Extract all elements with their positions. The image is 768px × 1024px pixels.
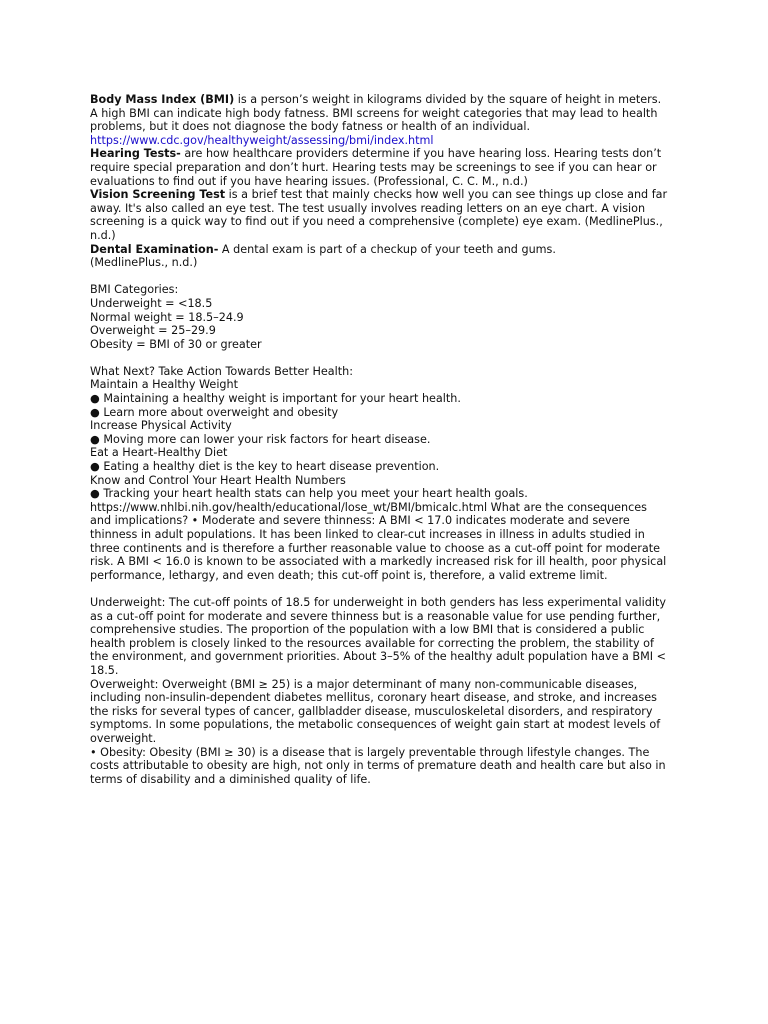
bmi-term: Body Mass Index (BMI) bbox=[90, 93, 235, 106]
bmi-categories bbox=[90, 283, 690, 351]
underweight-paragraph: health problem is closely linked to the resources available for correcting the problem, the stability of bbox=[90, 636, 654, 650]
underweight-paragraph: Underweight: The cut-off points of 18.5 for underweight in both genders has less experimental validity bbox=[90, 595, 666, 609]
thinness-paragraph: thinness in adult populations. It has been linked to clear-cut increases in illness in adults studied in bbox=[90, 528, 645, 541]
bmi-categories-title: BMI Categories: bbox=[90, 283, 179, 297]
action-bullet: ● Maintaining a healthy weight is important for your heart health. bbox=[90, 392, 461, 406]
underweight-paragraph: comprehensive studies. The proportion of the population with a low BMI that is considered a public bbox=[90, 623, 645, 637]
underweight-paragraph: as a cut-off point for moderate and severe thinness but is a reasonable value for use pending further, bbox=[90, 609, 661, 623]
vision-text: away. It's also called an eye test. The test usually involves reading letters on an eye chart. A vision bbox=[90, 201, 646, 215]
action-section bbox=[90, 365, 690, 583]
bmi-category-item: Normal weight = 18.5–24.9 bbox=[90, 310, 244, 324]
overweight-paragraph: including non-insulin-dependent diabetes mellitus, coronary heart disease, and stroke, and increases bbox=[90, 691, 657, 705]
spacer bbox=[90, 582, 690, 596]
action-heading: Eat a Heart-Healthy Diet bbox=[90, 446, 228, 460]
obesity-paragraph: terms of disability and a diminished quality of life. bbox=[90, 772, 371, 786]
obesity-paragraph: • Obesity: Obesity (BMI ≥ 30) is a disease that is largely preventable through lifestyle changes. The bbox=[90, 745, 650, 759]
dental-term: Dental Examination- bbox=[90, 242, 219, 256]
bmi-definition bbox=[90, 93, 690, 147]
overweight-paragraph: symptoms. In some populations, the metabolic consequences of weight gain start at modest levels of bbox=[90, 718, 661, 732]
bmi-text: problems, but it does not diagnose the body fatness or health of an individual. bbox=[90, 120, 531, 134]
overweight-paragraph: overweight. bbox=[90, 731, 157, 745]
hearing-term: Hearing Tests- bbox=[90, 147, 181, 161]
action-bullet: ● Moving more can lower your risk factors for heart disease. bbox=[90, 432, 431, 446]
dental-text: (MedlinePlus., n.d.) bbox=[90, 256, 198, 270]
thinness-paragraph: risk. A BMI < 16.0 is known to be associated with a markedly increased risk for ill health, poor physical bbox=[90, 555, 667, 569]
action-bullet: ● Learn more about overweight and obesity bbox=[90, 405, 339, 419]
hearing-text: require special preparation and don’t hurt. Hearing tests may be screenings to see if you can hear or bbox=[90, 160, 657, 174]
action-bullet: ● Tracking your heart health stats can help you meet your heart health goals. bbox=[90, 487, 528, 501]
bmi-category-item: Obesity = BMI of 30 or greater bbox=[90, 337, 262, 351]
action-heading: Increase Physical Activity bbox=[90, 419, 232, 433]
thinness-paragraph: https://www.nhlbi.nih.gov/health/educational/lose_wt/BMI/bmicalc.html What are the consequences bbox=[90, 500, 648, 514]
bmi-category-item: Underweight = <18.5 bbox=[90, 296, 213, 310]
action-heading: Maintain a Healthy Weight bbox=[90, 378, 239, 392]
hearing-text: evaluations to find out if you have hearing issues. (Professional, C. C. M., n.d.) bbox=[90, 174, 528, 188]
overweight-paragraph: Overweight: Overweight (BMI ≥ 25) is a major determinant of many non-communicable diseases, bbox=[90, 677, 638, 691]
spacer bbox=[90, 351, 690, 365]
hearing-definition bbox=[90, 147, 690, 188]
action-title: What Next? Take Action Towards Better Health: bbox=[90, 364, 353, 378]
action-bullet: ● Eating a healthy diet is the key to heart disease prevention. bbox=[90, 460, 440, 474]
vision-text: is a brief test that mainly checks how well you can see things up close and far bbox=[225, 188, 668, 202]
underweight-paragraph: the environment, and government priorities. About 3–5% of the healthy adult population have a BMI < bbox=[90, 650, 666, 664]
bmi-category-item: Overweight = 25–29.9 bbox=[90, 324, 216, 338]
action-heading: Know and Control Your Heart Health Numbers bbox=[90, 473, 346, 487]
dental-text: A dental exam is part of a checkup of your teeth and gums. bbox=[218, 242, 556, 256]
vision-definition bbox=[90, 188, 690, 242]
document-page bbox=[90, 93, 690, 786]
spacer bbox=[90, 270, 690, 284]
thinness-paragraph: and implications? • Moderate and severe thinness: A BMI < 17.0 indicates moderate and severe bbox=[90, 514, 630, 528]
obesity-paragraph: costs attributable to obesity are high, not only in terms of premature death and health care but also in bbox=[90, 759, 666, 773]
dental-definition bbox=[90, 243, 690, 270]
thinness-paragraph: three continents and is therefore a further reasonable value to choose as a cut-off point for moderate bbox=[90, 541, 660, 555]
vision-text: screening is a quick way to find out if you need a comprehensive (complete) eye exam. (MedlinePlus., bbox=[90, 215, 663, 229]
vision-term: Vision Screening Test bbox=[90, 188, 226, 202]
hearing-text: are how healthcare providers determine if you have hearing loss. Hearing tests don’t bbox=[180, 147, 662, 161]
underweight-paragraph: 18.5. bbox=[90, 663, 119, 677]
bmi-text: A high BMI can indicate high body fatness. BMI screens for weight categories that may lead to health bbox=[90, 106, 658, 120]
overweight-paragraph: the risks for several types of cancer, gallbladder disease, musculoskeletal disorders, and respiratory bbox=[90, 704, 653, 718]
bmi-text: is a person’s weight in kilograms divided by the square of height in meters. bbox=[234, 93, 662, 106]
thinness-paragraph: performance, lethargy, and even death; this cut-off point is, therefore, a valid extreme limit. bbox=[90, 568, 608, 582]
cdc-bmi-link[interactable]: https://www.cdc.gov/healthyweight/assessing/bmi/index.html bbox=[90, 133, 434, 147]
vision-text: n.d.) bbox=[90, 228, 116, 242]
consequences-section bbox=[90, 596, 690, 786]
